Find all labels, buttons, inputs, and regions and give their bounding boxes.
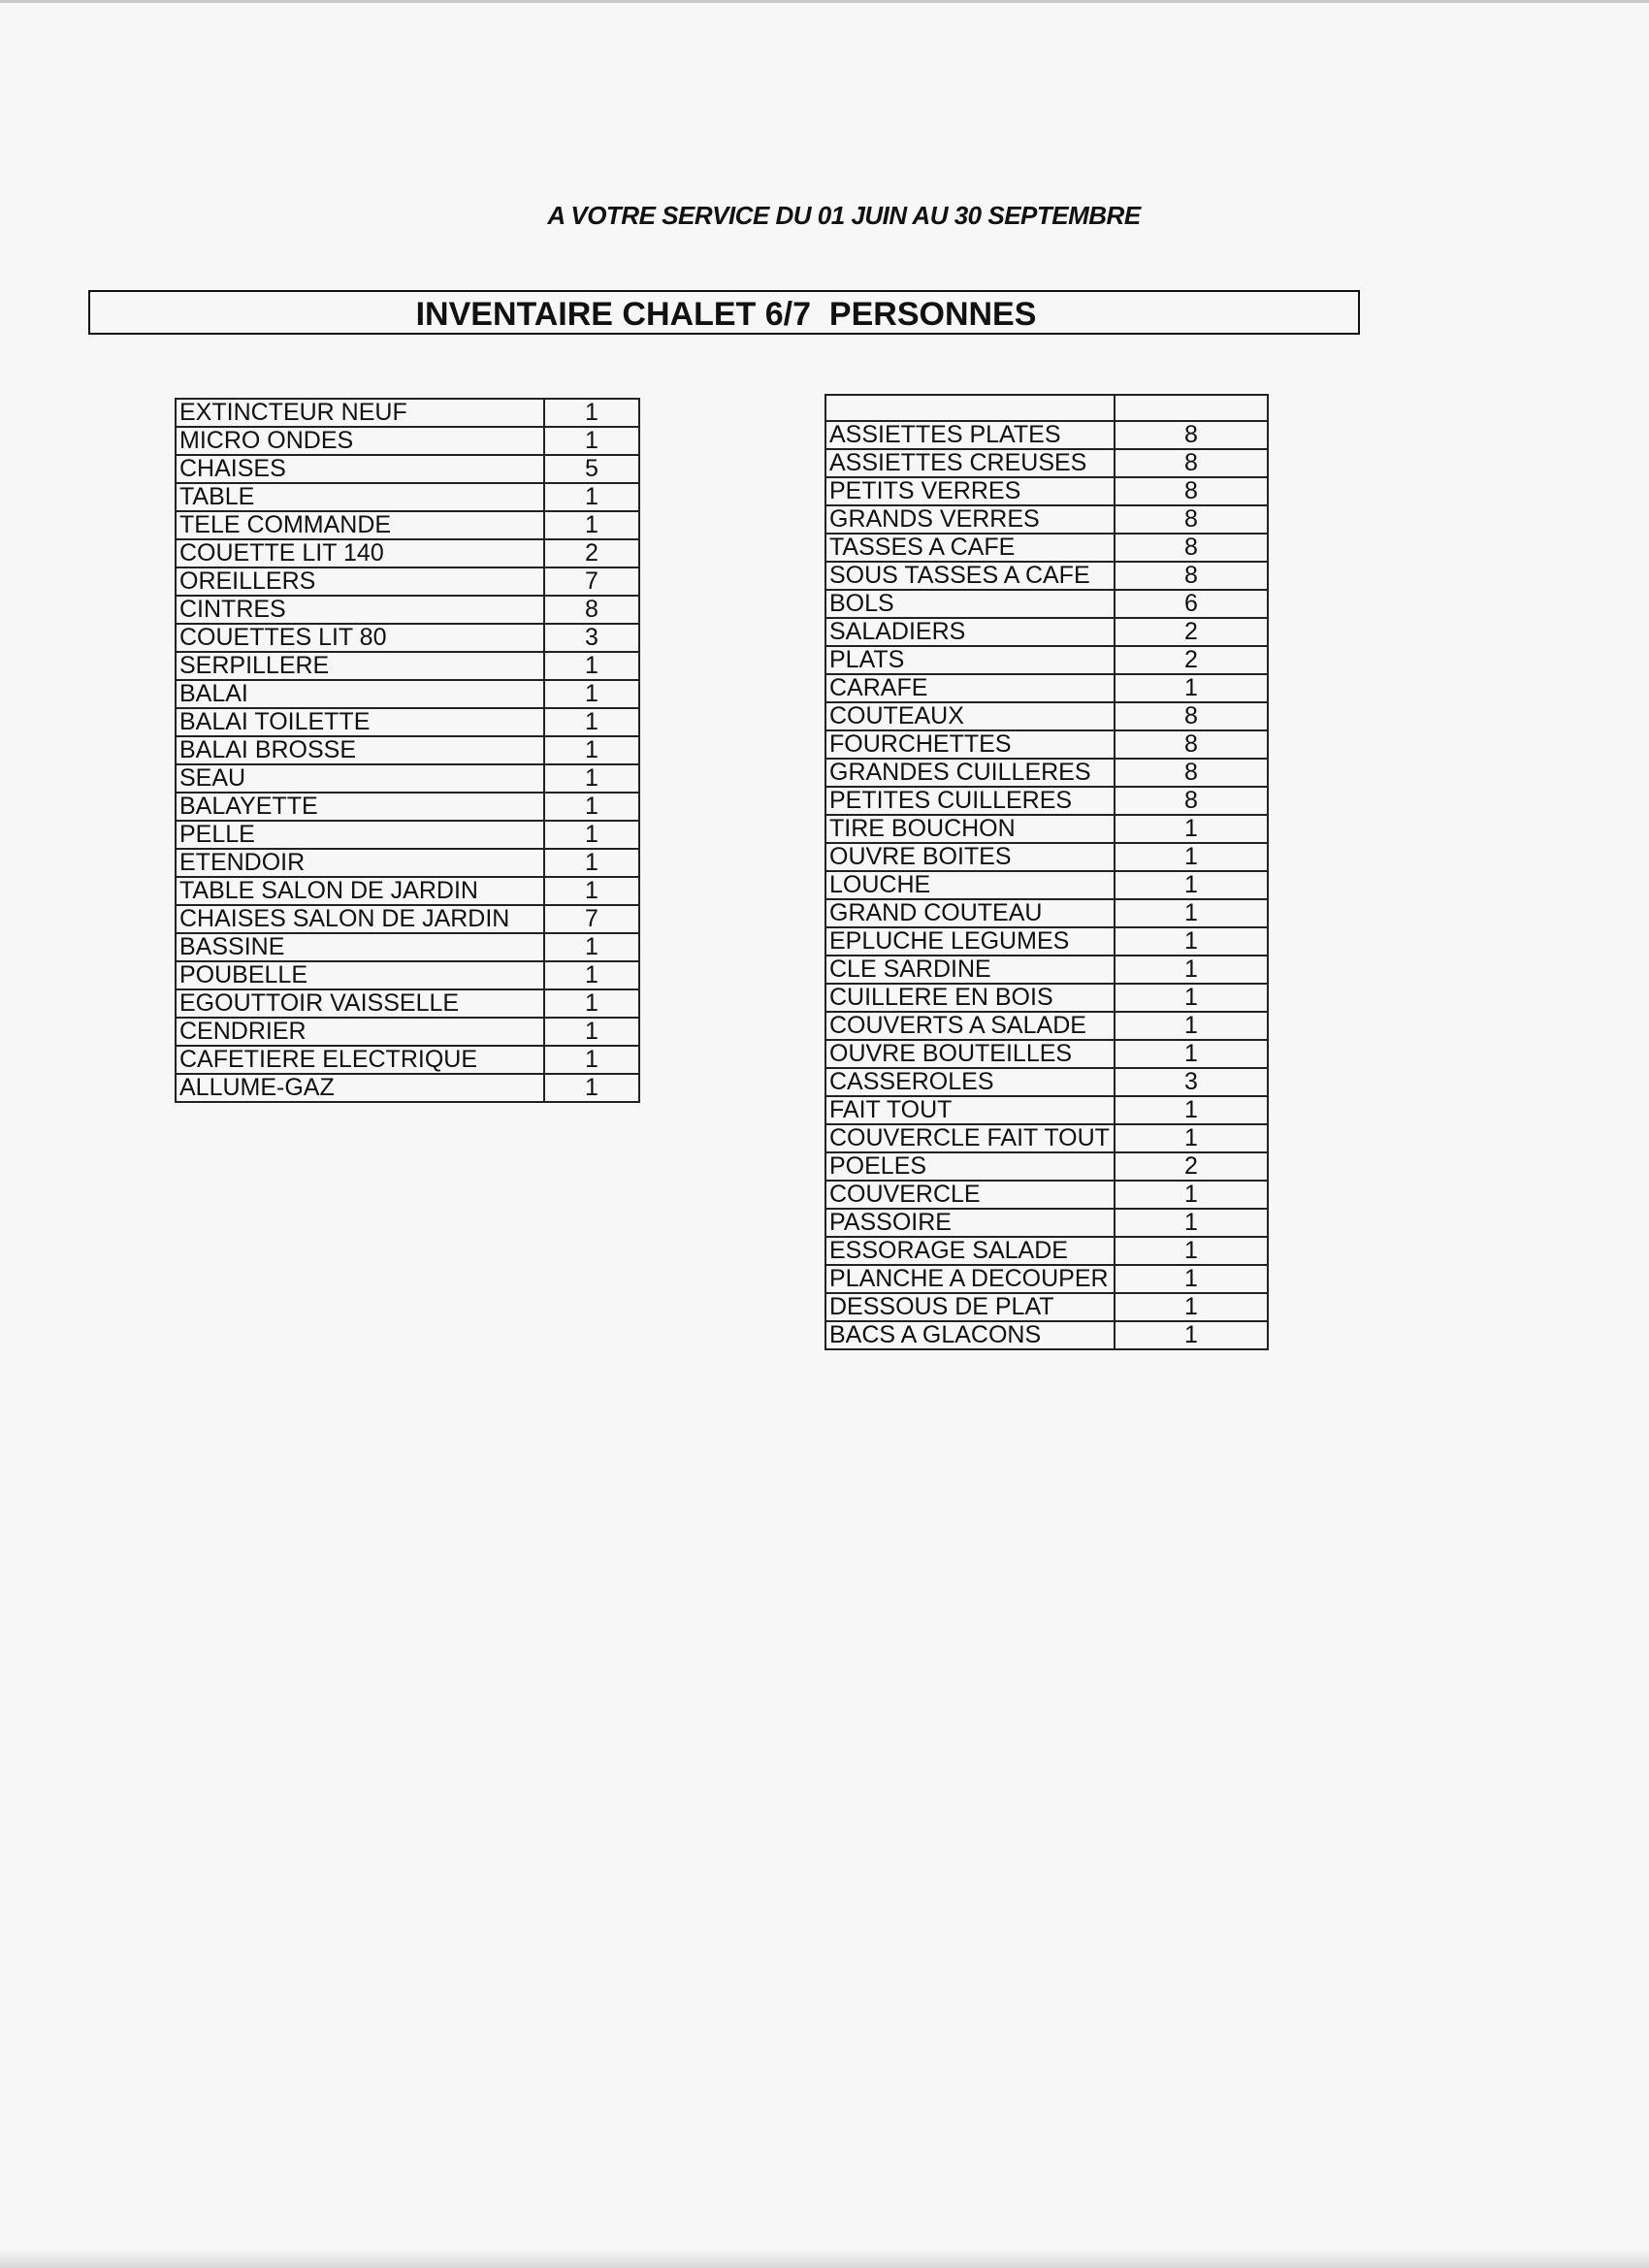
item-name: COUVERCLE xyxy=(825,1181,1115,1209)
item-name: DESSOUS DE PLAT xyxy=(825,1293,1115,1321)
page-top-edge xyxy=(0,0,1649,3)
item-name: OUVRE BOITES xyxy=(825,843,1115,871)
item-quantity xyxy=(1115,395,1268,421)
table-row xyxy=(825,1012,1268,1040)
table-row xyxy=(176,511,639,539)
item-name: FOURCHETTES xyxy=(825,730,1115,759)
table-row xyxy=(825,984,1268,1012)
table-row xyxy=(176,624,639,652)
item-quantity: 1 xyxy=(544,849,639,877)
item-quantity: 6 xyxy=(1115,590,1268,618)
table-row xyxy=(825,1124,1268,1152)
table-row xyxy=(825,899,1268,927)
item-quantity: 1 xyxy=(544,933,639,961)
item-quantity: 1 xyxy=(1115,871,1268,899)
item-quantity: 8 xyxy=(1115,562,1268,590)
item-name: POUBELLE xyxy=(176,961,544,989)
item-quantity: 8 xyxy=(1115,787,1268,815)
item-quantity: 2 xyxy=(1115,1152,1268,1181)
table-row xyxy=(176,483,639,511)
table-row xyxy=(176,708,639,736)
table-row xyxy=(825,1152,1268,1181)
table-row xyxy=(825,1068,1268,1096)
table-row xyxy=(176,933,639,961)
item-name: CAFETIERE ELECTRIQUE xyxy=(176,1046,544,1074)
item-quantity: 8 xyxy=(1115,505,1268,534)
item-name: PETITS VERRES xyxy=(825,477,1115,505)
item-name: BOLS xyxy=(825,590,1115,618)
item-quantity: 1 xyxy=(1115,927,1268,956)
table-row xyxy=(825,1209,1268,1237)
table-row xyxy=(176,736,639,764)
item-name: EGOUTTOIR VAISSELLE xyxy=(176,989,544,1018)
item-quantity: 1 xyxy=(1115,984,1268,1012)
table-row xyxy=(825,1181,1268,1209)
item-quantity: 1 xyxy=(544,736,639,764)
item-name: ETENDOIR xyxy=(176,849,544,877)
item-name: ESSORAGE SALADE xyxy=(825,1237,1115,1265)
left-inventory-table xyxy=(175,398,640,1103)
item-name: SEAU xyxy=(176,764,544,793)
item-name: EXTINCTEUR NEUF xyxy=(176,399,544,427)
item-quantity: 1 xyxy=(544,1046,639,1074)
item-name: POELES xyxy=(825,1152,1115,1181)
item-quantity: 2 xyxy=(544,539,639,567)
item-name: COUETTE LIT 140 xyxy=(176,539,544,567)
item-quantity: 1 xyxy=(544,793,639,821)
table-row xyxy=(176,989,639,1018)
table-row xyxy=(825,1096,1268,1124)
item-name: GRANDS VERRES xyxy=(825,505,1115,534)
title-box xyxy=(88,290,1360,335)
page-title: INVENTAIRE CHALET 6/7 PERSONNES xyxy=(415,296,1037,333)
table-row xyxy=(825,1265,1268,1293)
item-quantity: 1 xyxy=(1115,1237,1268,1265)
table-row xyxy=(176,793,639,821)
item-quantity: 8 xyxy=(1115,477,1268,505)
item-name: GRANDES CUILLERES xyxy=(825,759,1115,787)
item-quantity: 1 xyxy=(544,877,639,905)
item-name: BASSINE xyxy=(176,933,544,961)
item-name: PELLE xyxy=(176,821,544,849)
table-row xyxy=(825,618,1268,646)
item-name: MICRO ONDES xyxy=(176,427,544,455)
table-row xyxy=(176,399,639,427)
service-period: A VOTRE SERVICE DU 01 JUIN AU 30 SEPTEMBRE xyxy=(547,201,1141,230)
item-quantity: 5 xyxy=(544,455,639,483)
table-row xyxy=(176,961,639,989)
table-row xyxy=(825,956,1268,984)
item-quantity: 1 xyxy=(1115,1293,1268,1321)
table-row xyxy=(176,652,639,680)
item-name: ASSIETTES PLATES xyxy=(825,421,1115,449)
item-quantity: 1 xyxy=(544,399,639,427)
table-row xyxy=(176,539,639,567)
item-name: TABLE SALON DE JARDIN xyxy=(176,877,544,905)
item-name: BALAYETTE xyxy=(176,793,544,821)
item-name: CLE SARDINE xyxy=(825,956,1115,984)
table-row xyxy=(176,764,639,793)
item-name: CASSEROLES xyxy=(825,1068,1115,1096)
item-name: TIRE BOUCHON xyxy=(825,815,1115,843)
item-quantity: 1 xyxy=(544,427,639,455)
table-row xyxy=(176,877,639,905)
item-quantity: 1 xyxy=(1115,1265,1268,1293)
table-row xyxy=(176,1074,639,1102)
item-quantity: 8 xyxy=(1115,759,1268,787)
table-row xyxy=(825,871,1268,899)
table-row xyxy=(176,427,639,455)
table-row xyxy=(176,849,639,877)
table-row xyxy=(176,821,639,849)
item-quantity: 1 xyxy=(1115,1096,1268,1124)
item-name: PASSOIRE xyxy=(825,1209,1115,1237)
item-name: PLANCHE A DECOUPER xyxy=(825,1265,1115,1293)
table-row xyxy=(176,596,639,624)
item-quantity: 1 xyxy=(544,821,639,849)
item-name: BALAI xyxy=(176,680,544,708)
table-row xyxy=(176,905,639,933)
table-row xyxy=(176,567,639,596)
item-quantity: 1 xyxy=(544,680,639,708)
item-name: PLATS xyxy=(825,646,1115,674)
item-quantity: 3 xyxy=(544,624,639,652)
page-bottom-edge xyxy=(0,2249,1649,2268)
table-row xyxy=(825,1321,1268,1349)
item-name: CENDRIER xyxy=(176,1018,544,1046)
table-row xyxy=(825,843,1268,871)
item-name: BALAI TOILETTE xyxy=(176,708,544,736)
item-quantity: 8 xyxy=(544,596,639,624)
item-name: OREILLERS xyxy=(176,567,544,596)
item-quantity: 1 xyxy=(1115,899,1268,927)
item-quantity: 1 xyxy=(544,652,639,680)
item-quantity: 2 xyxy=(1115,618,1268,646)
item-quantity: 1 xyxy=(1115,1012,1268,1040)
table-row xyxy=(825,646,1268,674)
item-quantity: 1 xyxy=(544,764,639,793)
item-name: BALAI BROSSE xyxy=(176,736,544,764)
item-quantity: 1 xyxy=(1115,956,1268,984)
item-quantity: 1 xyxy=(544,1018,639,1046)
right-inventory-table xyxy=(824,394,1269,1350)
item-name: COUVERTS A SALADE xyxy=(825,1012,1115,1040)
item-quantity: 1 xyxy=(1115,1181,1268,1209)
item-name: CHAISES SALON DE JARDIN xyxy=(176,905,544,933)
item-name: GRAND COUTEAU xyxy=(825,899,1115,927)
item-quantity: 8 xyxy=(1115,449,1268,477)
table-row xyxy=(176,680,639,708)
item-quantity: 3 xyxy=(1115,1068,1268,1096)
item-name: LOUCHE xyxy=(825,871,1115,899)
item-quantity: 1 xyxy=(544,989,639,1018)
item-quantity: 1 xyxy=(544,483,639,511)
table-row xyxy=(825,562,1268,590)
item-quantity: 8 xyxy=(1115,730,1268,759)
item-name: FAIT TOUT xyxy=(825,1096,1115,1124)
item-quantity: 7 xyxy=(544,567,639,596)
table-row xyxy=(825,815,1268,843)
item-quantity: 1 xyxy=(544,1074,639,1102)
item-quantity: 1 xyxy=(544,708,639,736)
item-quantity: 8 xyxy=(1115,534,1268,562)
item-quantity: 1 xyxy=(544,511,639,539)
item-quantity: 1 xyxy=(544,961,639,989)
item-name: CINTRES xyxy=(176,596,544,624)
item-quantity: 1 xyxy=(1115,815,1268,843)
table-row xyxy=(825,421,1268,449)
item-name: COUVERCLE FAIT TOUT xyxy=(825,1124,1115,1152)
item-name: ASSIETTES CREUSES xyxy=(825,449,1115,477)
item-quantity: 1 xyxy=(1115,1209,1268,1237)
item-quantity: 1 xyxy=(1115,674,1268,702)
item-name xyxy=(825,395,1115,421)
item-quantity: 1 xyxy=(1115,843,1268,871)
item-name: EPLUCHE LEGUMES xyxy=(825,927,1115,956)
item-name: CARAFE xyxy=(825,674,1115,702)
table-row xyxy=(825,1040,1268,1068)
item-quantity: 2 xyxy=(1115,646,1268,674)
table-row xyxy=(176,1018,639,1046)
item-name: ALLUME-GAZ xyxy=(176,1074,544,1102)
item-name: TASSES A CAFE xyxy=(825,534,1115,562)
table-row xyxy=(825,787,1268,815)
table-row xyxy=(825,702,1268,730)
item-name: CHAISES xyxy=(176,455,544,483)
item-quantity: 8 xyxy=(1115,702,1268,730)
table-row xyxy=(825,1237,1268,1265)
item-name: SERPILLERE xyxy=(176,652,544,680)
item-name: PETITES CUILLERES xyxy=(825,787,1115,815)
item-name: SOUS TASSES A CAFE xyxy=(825,562,1115,590)
item-name: TABLE xyxy=(176,483,544,511)
item-quantity: 1 xyxy=(1115,1040,1268,1068)
table-row xyxy=(825,730,1268,759)
table-row xyxy=(176,1046,639,1074)
item-name: OUVRE BOUTEILLES xyxy=(825,1040,1115,1068)
table-row xyxy=(825,674,1268,702)
table-row xyxy=(825,590,1268,618)
item-name: TELE COMMANDE xyxy=(176,511,544,539)
table-row xyxy=(825,449,1268,477)
table-row xyxy=(825,1293,1268,1321)
table-row xyxy=(825,395,1268,421)
item-name: CUILLERE EN BOIS xyxy=(825,984,1115,1012)
table-row xyxy=(825,505,1268,534)
item-name: COUETTES LIT 80 xyxy=(176,624,544,652)
item-name: COUTEAUX xyxy=(825,702,1115,730)
table-row xyxy=(825,534,1268,562)
item-quantity: 1 xyxy=(1115,1321,1268,1349)
table-row xyxy=(825,477,1268,505)
item-quantity: 1 xyxy=(1115,1124,1268,1152)
item-quantity: 8 xyxy=(1115,421,1268,449)
table-row xyxy=(176,455,639,483)
table-row xyxy=(825,927,1268,956)
table-row xyxy=(825,759,1268,787)
item-quantity: 7 xyxy=(544,905,639,933)
item-name: SALADIERS xyxy=(825,618,1115,646)
item-name: BACS A GLACONS xyxy=(825,1321,1115,1349)
